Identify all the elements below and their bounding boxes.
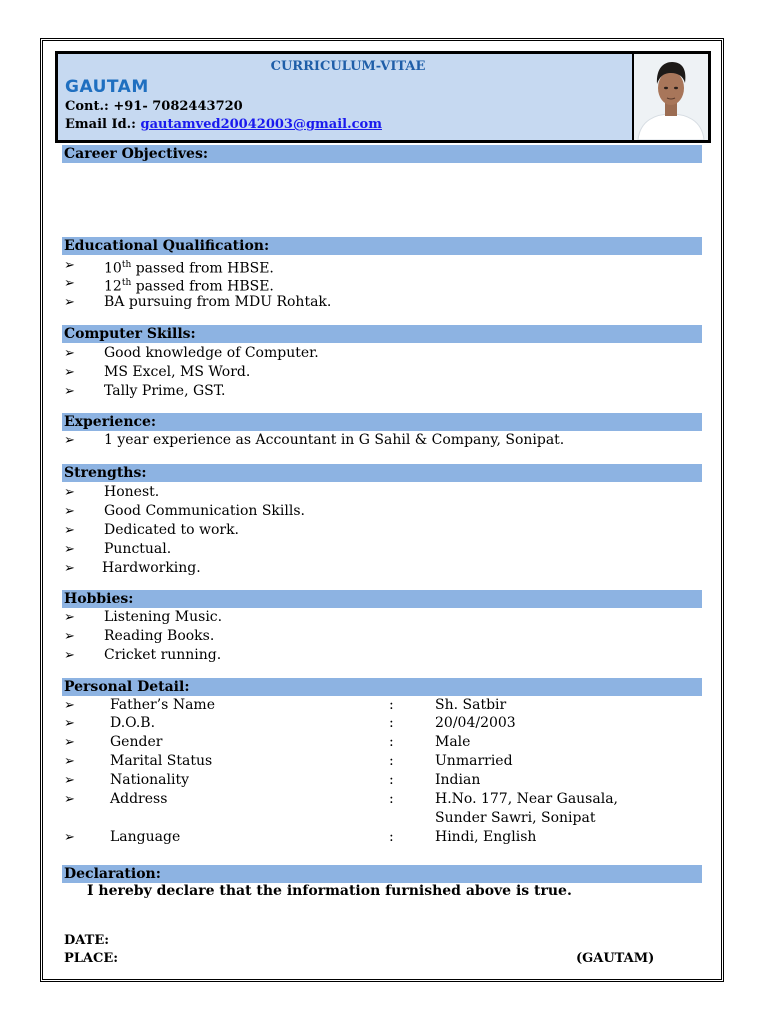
date-label: DATE: (64, 933, 110, 948)
profile-photo (632, 54, 708, 140)
section-computer-skills: Computer Skills: (62, 325, 702, 343)
detail-value: 20/04/2003 (435, 715, 516, 731)
section-declaration: Declaration: (62, 865, 702, 883)
section-educational-qualification: Educational Qualification: (62, 237, 702, 255)
detail-colon: : (389, 715, 394, 731)
detail-label: Language (110, 829, 181, 845)
section-personal-detail: Personal Detail: (62, 678, 702, 696)
detail-label: Address (110, 791, 168, 807)
arrow-bullet-icon: ➢ (64, 610, 75, 625)
arrow-bullet-icon: ➢ (64, 542, 75, 557)
candidate-name: GAUTAM (65, 77, 149, 97)
arrow-bullet-icon: ➢ (64, 276, 75, 291)
arrow-bullet-icon: ➢ (64, 629, 75, 644)
contact-line (65, 99, 243, 114)
arrow-bullet-icon: ➢ (64, 735, 75, 750)
detail-colon: : (389, 772, 394, 788)
email-label: Email Id.: (65, 117, 136, 132)
detail-value: Indian (435, 772, 481, 788)
arrow-bullet-icon: ➢ (64, 754, 75, 769)
cv-title: CURRICULUM-VITAE (270, 59, 426, 74)
email-line (65, 117, 382, 132)
section-experience: Experience: (62, 413, 702, 431)
detail-label: Marital Status (110, 753, 213, 769)
arrow-bullet-icon: ➢ (64, 561, 75, 576)
arrow-bullet-icon: ➢ (64, 485, 75, 500)
arrow-bullet-icon: ➢ (64, 792, 75, 807)
arrow-bullet-icon: ➢ (64, 716, 75, 731)
detail-colon: : (389, 791, 394, 807)
arrow-bullet-icon: ➢ (64, 504, 75, 519)
detail-label: Nationality (110, 772, 189, 788)
section-hobbies: Hobbies: (62, 590, 702, 608)
arrow-bullet-icon: ➢ (64, 648, 75, 663)
email-link[interactable]: gautamved20042003@gmail.com (140, 117, 382, 132)
detail-label: Gender (110, 734, 163, 750)
detail-label: Father’s Name (110, 697, 215, 713)
arrow-bullet-icon: ➢ (64, 433, 75, 448)
contact-value: +91- 7082443720 (113, 99, 243, 114)
section-strengths: Strengths: (62, 464, 702, 482)
detail-value: H.No. 177, Near Gausala, (435, 791, 618, 807)
detail-colon: : (389, 697, 394, 713)
detail-value: Sh. Satbir (435, 697, 507, 713)
arrow-bullet-icon: ➢ (64, 295, 75, 310)
person-photo-icon (634, 54, 708, 140)
detail-label: D.O.B. (110, 715, 156, 731)
detail-value: Unmarried (435, 753, 513, 769)
arrow-bullet-icon: ➢ (64, 773, 75, 788)
detail-colon: : (389, 829, 394, 845)
detail-value: Hindi, English (435, 829, 537, 845)
signature-name: (GAUTAM) (576, 951, 655, 966)
detail-value: Male (435, 734, 471, 750)
section-career-objectives: Career Objectives: (62, 145, 702, 163)
contact-label: Cont.: (65, 99, 109, 114)
header-box (55, 51, 711, 143)
arrow-bullet-icon: ➢ (64, 258, 75, 273)
declaration-text: I hereby declare that the information furnished above is true. (87, 883, 572, 899)
arrow-bullet-icon: ➢ (64, 384, 75, 399)
arrow-bullet-icon: ➢ (64, 523, 75, 538)
detail-colon: : (389, 753, 394, 769)
arrow-bullet-icon: ➢ (64, 698, 75, 713)
arrow-bullet-icon: ➢ (64, 365, 75, 380)
place-label: PLACE: (64, 951, 119, 966)
detail-value: Sunder Sawri, Sonipat (435, 810, 596, 826)
arrow-bullet-icon: ➢ (64, 346, 75, 361)
arrow-bullet-icon: ➢ (64, 830, 75, 845)
detail-colon: : (389, 734, 394, 750)
